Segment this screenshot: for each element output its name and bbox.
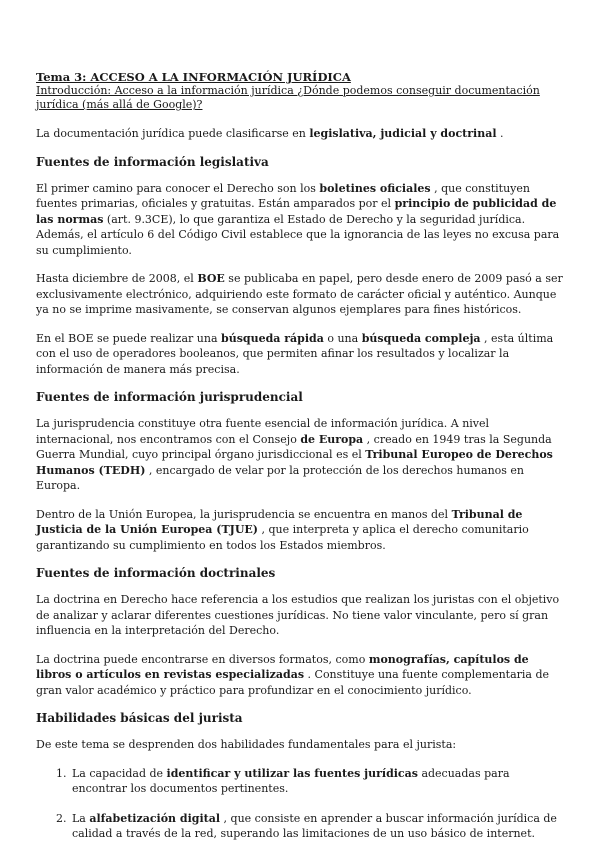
paragraph-doctrina: La doctrina en Derecho hace referencia a los estudios que realizan los juristas con el objetivo de analizar y aclarar diferentes cuestiones jurídicas. No tiene valor vinculante, pero sí gran influencia en la interpretación del Derecho. [36, 593, 560, 637]
paragraph-tjue: Dentro de la Unión Europea, la jurisprudencia se encuentra en manos del Tribunal de Justicia de la Unión Europea (TJUE) , que interpreta y aplica el derecho comunitario garantizando su cumplimiento en todos los Estados miembros. [36, 507, 529, 552]
paragraph-habilidades: De este tema se desprenden dos habilidades fundamentales para el jurista: [36, 738, 457, 751]
skills-list [36, 766, 564, 842]
paragraph-busqueda: En el BOE se puede realizar una búsqueda rápida o una búsqueda compleja , esta última con el uso de operadores booleanos, que permiten afinar los resultados y localizar la información de manera más precisa. [36, 331, 554, 376]
heading-legislativa: Fuentes de información legislativa [36, 154, 269, 169]
heading-doctrinales: Fuentes de información doctrinales [36, 566, 276, 580]
paragraph-boe: Hasta diciembre de 2008, el BOE se publicaba en papel, pero desde enero de 2009 pasó a ser exclusivamente electrónico, adquiriendo este formato de carácter oficial y auténtico. Aunque ya no se imprime masivamente, se conservan algunos ejemplares para fines históricos. [36, 272, 563, 316]
heading-jurisprudencial: Fuentes de información jurisprudencial [36, 390, 303, 404]
paragraph-formatos: La doctrina puede encontrarse en diversos formatos, como monografías, capítulos de libros o artículos en revistas especializadas . Constituye una fuente complementaria de gran valor académico y práctico para profundizar en el conocimiento jurídico. [36, 652, 550, 697]
document-title: Tema 3: ACCESO A LA INFORMACIÓN JURÍDICA [36, 70, 351, 84]
list-item: 2. La alfabetización digital , que consiste en aprender a buscar información jurídica de calidad a través de la red, superando las limitaciones de un uso básico de internet. [70, 811, 564, 842]
heading-habilidades: Habilidades básicas del jurista [36, 711, 243, 725]
list-item: 1. La capacidad de identificar y utilizar las fuentes jurídicas adecuadas para encontrar los documentos pertinentes. [70, 766, 564, 797]
paragraph-tedh: La jurisprudencia constituye otra fuente esencial de información jurídica. A nivel internacional, nos encontramos con el Consejo de Europa , creado en 1949 tras la Segunda Guerra Mundial, cuyo principal órgano jurisdiccional es el Tribunal Europeo de Derechos Humanos (TEDH) , encargado de velar por la protección de los derechos humanos en Europa. [36, 417, 553, 492]
paragraph-classification: La documentación jurídica puede clasificarse en legislativa, judicial y doctrinal . [36, 127, 504, 140]
intro-line: Introducción: Acceso a la información jurídica ¿Dónde podemos conseguir documentación jurídica (más allá de Google)? [36, 84, 540, 111]
paragraph-boletines: El primer camino para conocer el Derecho son los boletines oficiales , que constituyen fuentes primarias, oficiales y gratuitas. Están amparados por el principio de publicidad de las normas (art. 9.3CE), lo que garantiza el Estado de Derecho y la seguridad jurídica. Además, el artículo 6 del Código Civil establece que la ignorancia de las leyes no excusa para su cumplimiento. [36, 181, 560, 257]
